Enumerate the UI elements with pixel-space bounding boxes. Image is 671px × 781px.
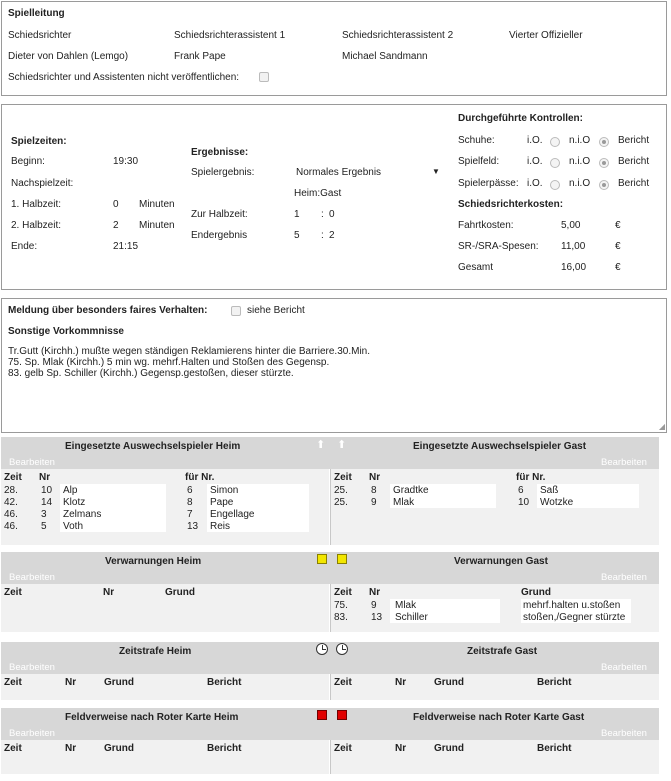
zeitstrafe-header <box>1 642 659 674</box>
not-publish-checkbox[interactable] <box>259 72 269 82</box>
table-row-fnr: 13 <box>187 521 199 532</box>
col-zeit: Zeit <box>4 677 22 688</box>
col-zeit: Zeit <box>334 472 352 483</box>
table-row-name: Mlak <box>395 600 417 611</box>
col-nr: Nr <box>395 677 407 688</box>
col-zeit: Zeit <box>4 587 22 598</box>
meldung-panel <box>1 298 667 433</box>
table-row-zeit: 46. <box>4 509 18 520</box>
verwarnungen-heim-edit-button[interactable]: Bearbeiten <box>9 572 55 583</box>
yellow-card-icon[interactable] <box>317 554 327 564</box>
kontrolle-spielfeld-label: Spielfeld: <box>458 156 500 167</box>
col-grund: Grund <box>521 587 551 598</box>
zeitstrafe-gast-title: Zeitstrafe Gast <box>467 646 538 657</box>
chevron-down-icon: ▼ <box>432 167 440 176</box>
fahrtkosten-value[interactable]: 5,00 <box>561 220 581 231</box>
beginn-label: Beginn: <box>11 156 45 167</box>
halbzeit-colon: : <box>321 209 324 220</box>
gesamt-currency: € <box>615 262 621 273</box>
halbzeit-gast[interactable]: 0 <box>329 209 335 220</box>
table-row-zeit: 46. <box>4 521 18 532</box>
spielleitung-title: Spielleitung <box>8 8 65 19</box>
table-row-fname: Reis <box>210 521 231 532</box>
table-row-fnr: 8 <box>187 497 193 508</box>
table-row-fnr: 7 <box>187 509 193 520</box>
red-card-icon[interactable] <box>337 710 347 720</box>
clock-icon[interactable] <box>316 643 328 655</box>
role-schiedsrichter: Schiedsrichter <box>8 30 72 41</box>
kontrolle-schuhe-label: Schuhe: <box>458 135 495 146</box>
name-assistent-2: Michael Sandmann <box>342 51 428 62</box>
io-label: i.O. <box>527 178 543 189</box>
bericht-label: Bericht <box>618 135 650 146</box>
red-card-icon[interactable] <box>317 710 327 720</box>
table-row-zeit: 75. <box>334 600 348 611</box>
feldverweise-gast-edit-button[interactable]: Bearbeiten <box>601 728 647 739</box>
table-row-grund: stoßen,/Gegner stürzte <box>523 612 626 623</box>
wechsel-header <box>1 437 659 469</box>
end-heim[interactable]: 5 <box>294 230 300 241</box>
col-fuer-nr: für Nr. <box>185 472 215 483</box>
col-nr: Nr <box>65 677 77 688</box>
table-row-fnr: 6 <box>187 485 193 496</box>
table-row-nr: 3 <box>41 509 47 520</box>
spieldaten-panel <box>1 104 667 290</box>
bericht-label: Bericht <box>618 156 650 167</box>
feldverweise-heim-title: Feldverweise nach Roter Karte Heim <box>65 712 239 723</box>
table-row-fname: Wotzke <box>540 497 574 508</box>
zeitstrafe-heim-table <box>1 674 329 700</box>
zeitstrafe-gast-table <box>331 674 659 700</box>
spielerpaesse-nio-radio[interactable] <box>599 180 609 190</box>
verwarnungen-gast-title: Verwarnungen Gast <box>454 556 548 567</box>
h1-unit: Minuten <box>139 199 175 210</box>
col-nr: Nr <box>65 743 77 754</box>
table-row-zeit: 25. <box>334 485 348 496</box>
table-row-nr: 10 <box>41 485 53 496</box>
nio-label: n.i.O <box>569 135 591 146</box>
table-row-name: Mlak <box>393 497 415 508</box>
h2-unit: Minuten <box>139 220 175 231</box>
table-row-fnr: 6 <box>518 485 524 496</box>
table-row-nr: 9 <box>371 600 377 611</box>
name-schiedsrichter: Dieter von Dahlen (Lemgo) <box>8 51 129 62</box>
table-row-zeit: 25. <box>334 497 348 508</box>
col-nr: Nr <box>369 472 381 483</box>
fair-checkbox[interactable] <box>231 306 241 316</box>
wechsel-heim-title: Eingesetzte Auswechselspieler Heim <box>65 441 241 452</box>
spielergebnis-label: Spielergebnis: <box>191 167 255 178</box>
wechsel-gast-title: Eingesetzte Auswechselspieler Gast <box>413 441 587 452</box>
name-assistent-1: Frank Pape <box>174 51 226 62</box>
kontrollen-title: Durchgeführte Kontrollen: <box>458 113 583 124</box>
kosten-title: Schiedsrichterkosten: <box>458 199 564 210</box>
feldverweise-heim-table <box>1 740 329 774</box>
end-label: Endergebnis <box>191 230 248 241</box>
ende-label: Ende: <box>11 241 38 252</box>
spesen-currency: € <box>615 241 621 252</box>
zeitstrafe-gast-edit-button[interactable]: Bearbeiten <box>601 662 647 673</box>
end-colon: : <box>321 230 324 241</box>
verwarnungen-heim-table <box>1 584 329 632</box>
table-row-name: Gradtke <box>393 485 429 496</box>
col-grund: Grund <box>104 677 134 688</box>
table-row-name: Klotz <box>63 497 86 508</box>
table-row-nr: 13 <box>371 612 383 623</box>
role-vierter-offizieller: Vierter Offizieller <box>509 30 583 41</box>
wechsel-gast-table <box>331 469 659 545</box>
h1-value[interactable]: 0 <box>113 199 119 210</box>
spielergebnis-value: Normales Ergebnis <box>296 167 382 178</box>
arrow-up-icon[interactable]: ⬆ <box>316 439 326 451</box>
end-gast[interactable]: 2 <box>329 230 335 241</box>
col-bericht: Bericht <box>207 743 242 754</box>
siehe-bericht-label: siehe Bericht <box>247 305 305 316</box>
spielfeld-nio-radio[interactable] <box>599 158 609 168</box>
gesamt-value: 16,00 <box>561 262 587 273</box>
col-bericht: Bericht <box>207 677 242 688</box>
wechsel-heim-table <box>1 469 329 545</box>
spielleitung-panel <box>1 1 667 96</box>
col-nr: Nr <box>39 472 51 483</box>
h1-label: 1. Halbzeit: <box>11 199 62 210</box>
beginn-value[interactable]: 19:30 <box>113 156 139 167</box>
table-row-fname: Saß <box>540 485 559 496</box>
col-zeit: Zeit <box>334 587 352 598</box>
col-grund: Grund <box>434 677 464 688</box>
h2-label: 2. Halbzeit: <box>11 220 62 231</box>
heim-gast-label: Heim:Gast <box>294 188 342 199</box>
halbzeit-label: Zur Halbzeit: <box>191 209 248 220</box>
gesamt-label: Gesamt <box>458 262 494 273</box>
schuhe-nio-radio[interactable] <box>599 137 609 147</box>
io-label: i.O. <box>527 156 543 167</box>
sonstige-line: 75. Sp. Mlak (Kirchh.) 5 min wg. mehrf.Halten und Stoßen des Gegensp. <box>8 357 330 368</box>
resize-handle-icon[interactable]: ◢ <box>658 422 665 431</box>
feldverweise-heim-edit-button[interactable]: Bearbeiten <box>9 728 55 739</box>
zeitstrafe-heim-title: Zeitstrafe Heim <box>119 646 192 657</box>
table-row-nr: 5 <box>41 521 47 532</box>
spielerpaesse-io-radio[interactable] <box>550 180 560 190</box>
col-zeit: Zeit <box>4 743 22 754</box>
spielfeld-io-radio[interactable] <box>550 158 560 168</box>
feldverweise-gast-table <box>331 740 659 774</box>
table-row-fname: Pape <box>210 497 234 508</box>
col-grund: Grund <box>434 743 464 754</box>
kontrolle-spielerpaesse-label: Spielerpässe: <box>458 178 519 189</box>
fair-label: Meldung über besonders faires Verhalten: <box>8 305 208 316</box>
table-row-nr: 14 <box>41 497 53 508</box>
arrow-up-icon[interactable]: ⬆ <box>337 439 347 451</box>
nio-label: n.i.O <box>569 156 591 167</box>
col-nr: Nr <box>395 743 407 754</box>
spielzeiten-title: Spielzeiten: <box>11 136 67 147</box>
col-zeit: Zeit <box>4 472 22 483</box>
sonstige-line: 83. gelb Sp. Schiller (Kirchh.) Gegensp.gestoßen, dieser stürzte. <box>8 368 294 379</box>
verwarnungen-gast-edit-button[interactable]: Bearbeiten <box>601 572 647 583</box>
col-grund: Grund <box>165 587 195 598</box>
io-label: i.O. <box>527 135 543 146</box>
spielergebnis-select[interactable] <box>294 165 442 179</box>
col-nr: Nr <box>369 587 381 598</box>
role-assistent-1: Schiedsrichterassistent 1 <box>174 30 286 41</box>
spesen-value[interactable]: 11,00 <box>561 241 586 252</box>
table-row-fnr: 10 <box>518 497 530 508</box>
nio-label: n.i.O <box>569 178 591 189</box>
col-zeit: Zeit <box>334 677 352 688</box>
col-fuer-nr: für Nr. <box>516 472 546 483</box>
table-row-name: Alp <box>63 485 78 496</box>
table-row-name: Zelmans <box>63 509 102 520</box>
col-bericht: Bericht <box>537 677 572 688</box>
zeitstrafe-heim-edit-button[interactable]: Bearbeiten <box>9 662 55 673</box>
ende-value[interactable]: 21:15 <box>113 241 139 252</box>
table-row-grund: mehrf.halten u.stoßen <box>523 600 621 611</box>
sonstige-title: Sonstige Vorkommnisse <box>8 326 124 337</box>
halbzeit-heim[interactable]: 1 <box>294 209 300 220</box>
table-row-fname: Engellage <box>210 509 255 520</box>
fahrtkosten-label: Fahrtkosten: <box>458 220 514 231</box>
fahrtkosten-currency: € <box>615 220 621 231</box>
col-bericht: Bericht <box>537 743 572 754</box>
wechsel-gast-edit-button[interactable]: Bearbeiten <box>601 457 647 468</box>
col-zeit: Zeit <box>334 743 352 754</box>
feldverweise-header <box>1 708 659 740</box>
table-row-zeit: 42. <box>4 497 18 508</box>
verwarnungen-header <box>1 552 659 584</box>
h2-value[interactable]: 2 <box>113 220 119 231</box>
col-nr: Nr <box>103 587 115 598</box>
ergebnisse-title: Ergebnisse: <box>191 147 249 158</box>
verwarnungen-heim-title: Verwarnungen Heim <box>105 556 202 567</box>
spesen-label: SR-/SRA-Spesen: <box>458 241 539 252</box>
not-publish-label: Schiedsrichter und Assistenten nicht veröffentlichen: <box>8 72 240 83</box>
clock-icon[interactable] <box>336 643 348 655</box>
bericht-label: Bericht <box>618 178 650 189</box>
table-row-name: Voth <box>63 521 84 532</box>
table-row-nr: 9 <box>371 497 377 508</box>
table-row-nr: 8 <box>371 485 377 496</box>
table-row-name: Schiller <box>395 612 428 623</box>
role-assistent-2: Schiedsrichterassistent 2 <box>342 30 454 41</box>
table-row-zeit: 83. <box>334 612 348 623</box>
wechsel-heim-edit-button[interactable]: Bearbeiten <box>9 457 55 468</box>
table-row-zeit: 28. <box>4 485 18 496</box>
col-grund: Grund <box>104 743 134 754</box>
schuhe-io-radio[interactable] <box>550 137 560 147</box>
sonstige-line: Tr.Gutt (Kirchh.) mußte wegen ständigen Reklamierens hinter die Barriere.30.Min. <box>8 346 371 357</box>
verwarnungen-gast-table <box>331 584 659 632</box>
table-row-fname: Simon <box>210 485 239 496</box>
sonstige-textarea[interactable] <box>8 346 660 428</box>
yellow-card-icon[interactable] <box>337 554 347 564</box>
nachspielzeit-label: Nachspielzeit: <box>11 178 74 189</box>
feldverweise-gast-title: Feldverweise nach Roter Karte Gast <box>413 712 585 723</box>
